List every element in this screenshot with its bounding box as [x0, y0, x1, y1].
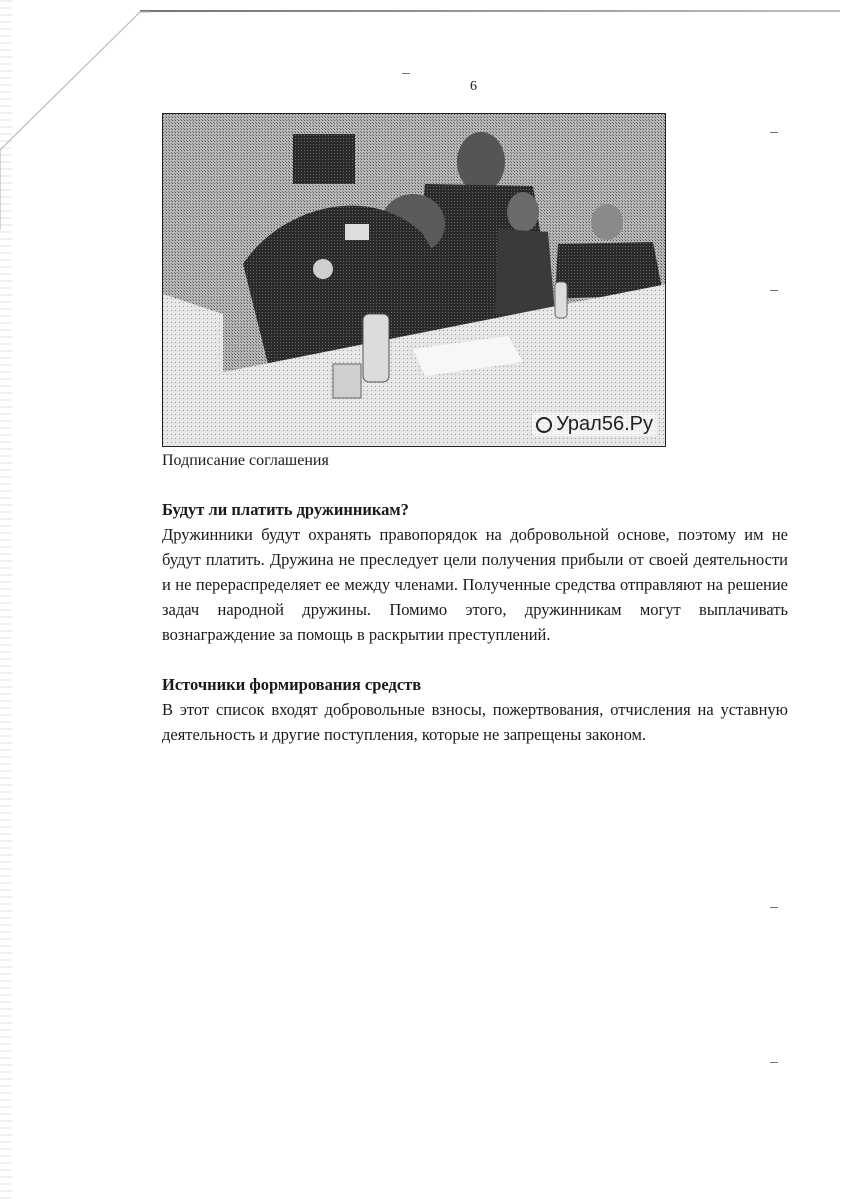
ural56-logo-icon — [536, 417, 552, 433]
scan-speck — [402, 73, 410, 74]
section-heading-funding: Источники формирования средств — [162, 675, 422, 694]
signing-photo — [162, 113, 666, 447]
scan-speck — [770, 1062, 778, 1063]
scan-folded-corner — [0, 0, 150, 230]
scan-speck — [770, 132, 778, 133]
figure-caption: Подписание соглашения — [162, 452, 329, 469]
watermark — [532, 413, 657, 436]
scan-speck — [770, 290, 778, 291]
page-number: 6 — [470, 79, 477, 94]
scan-edge-top — [140, 10, 840, 12]
section-text-payment: Дружинники будут охранять правопорядок на добровольной основе, поэтому им не будут платить. Дружина не преследует цели получения прибыли от своей деятельности и не перераспределяет ее между членами. Полученные средства отправляют на решение задач народной дружины. Помимо этого, дружинникам могут выплачивать вознаграждение за помощь в раскрытии преступлений. — [162, 525, 788, 644]
watermark-text: Урал56.Ру — [556, 413, 653, 435]
section-text-funding: В этот список входят добровольные взносы, пожертвования, отчисления на уставную деятельность и другие поступления, которые не запрещены законом. — [162, 700, 788, 744]
section-heading-payment: Будут ли платить дружинникам? — [162, 500, 409, 519]
scan-speck — [770, 907, 778, 908]
photo-illustration — [163, 114, 666, 447]
